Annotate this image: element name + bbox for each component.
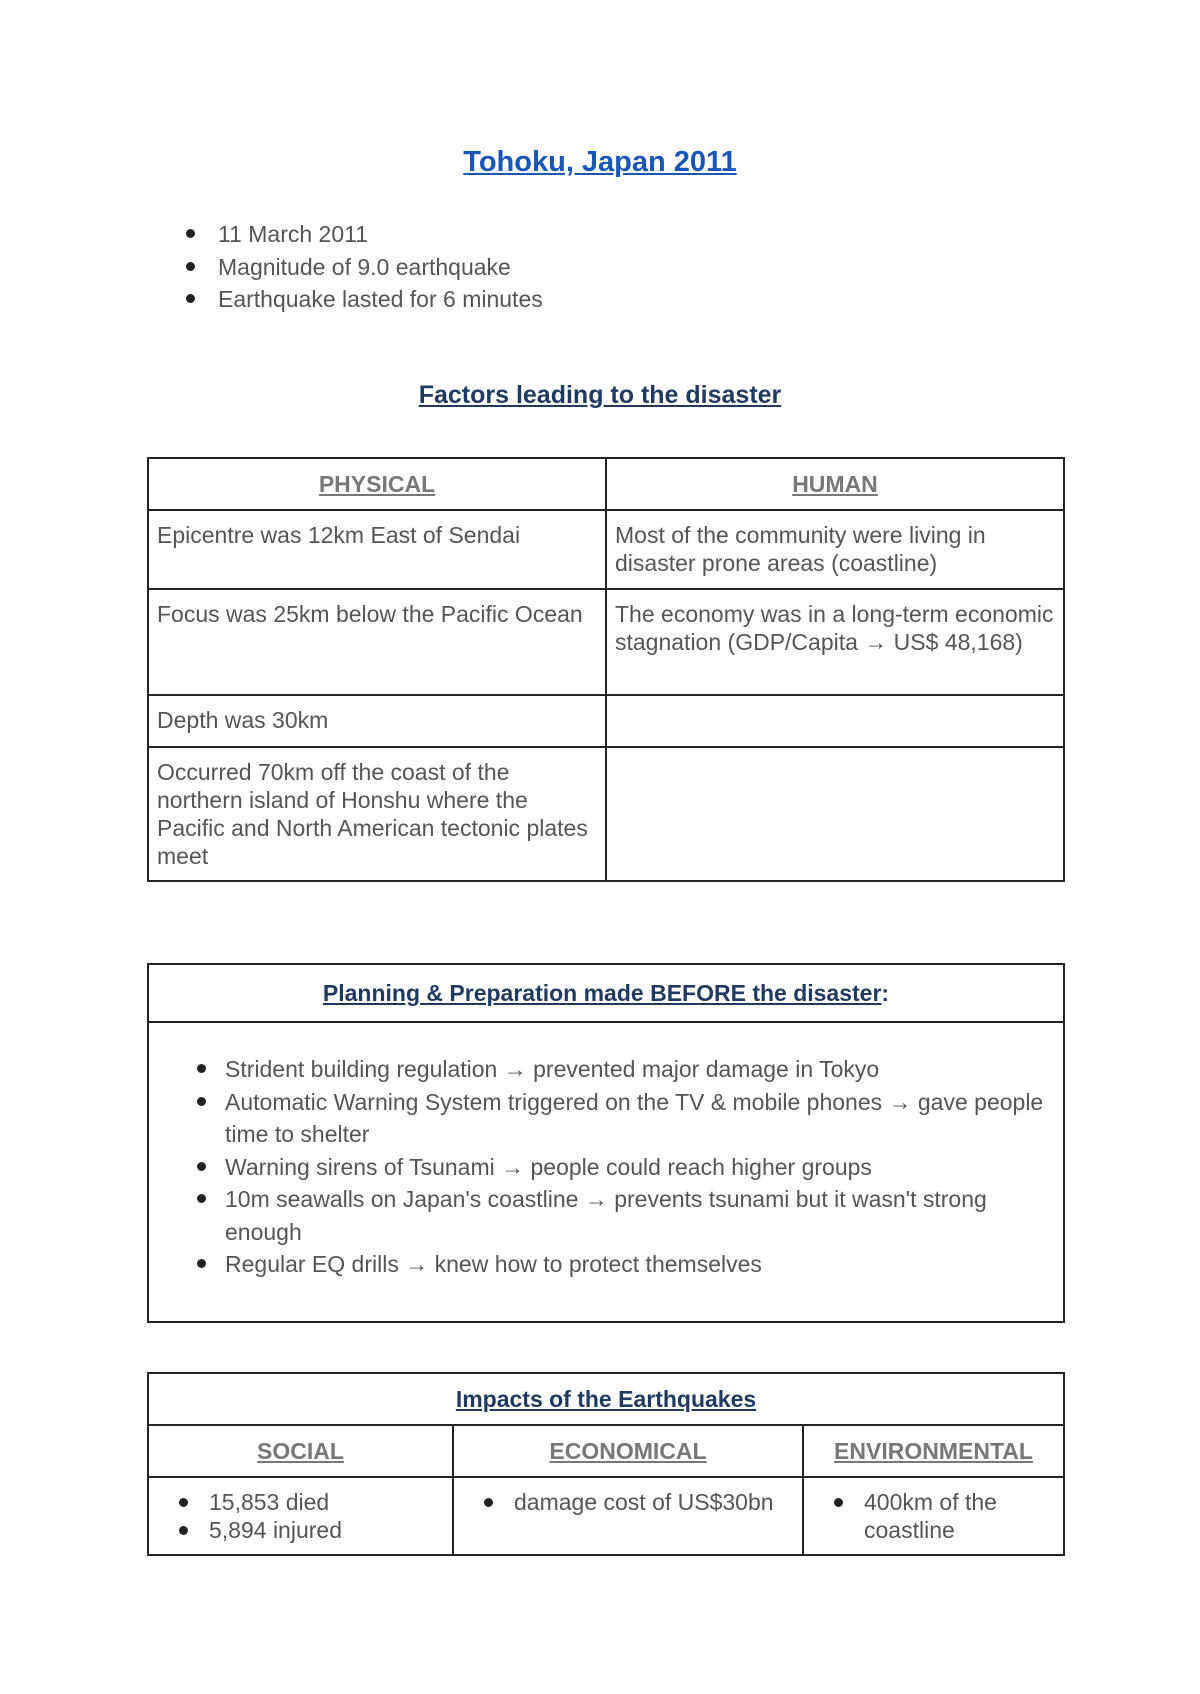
list-item: Warning sirens of Tsunami → people could reach higher groups — [189, 1151, 1045, 1184]
column-header-human: HUMAN — [606, 458, 1064, 510]
economical-cell — [453, 1477, 803, 1555]
page-title[interactable]: Tohoku, Japan 2011 — [463, 146, 737, 178]
planning-box — [147, 963, 1065, 1323]
table-row — [148, 510, 1064, 589]
list-item: 15,853 died — [157, 1488, 444, 1516]
planning-heading-link[interactable]: Planning & Preparation made BEFORE the disaster — [322, 980, 882, 1006]
social-cell — [148, 1477, 453, 1555]
column-header-physical: PHYSICAL — [148, 458, 606, 510]
list-item: 11 March 2011 — [178, 218, 543, 251]
table-cell: Focus was 25km below the Pacific Ocean — [148, 589, 606, 695]
table-row — [148, 589, 1064, 695]
impacts-table — [147, 1372, 1065, 1556]
factors-table — [147, 457, 1065, 882]
table-header-row — [148, 1425, 1064, 1477]
table-cell — [606, 747, 1064, 881]
planning-list — [149, 1053, 1063, 1281]
table-cell: Occurred 70km off the coast of the northern island of Honshu where the Pacific and North American tectonic plates meet — [148, 747, 606, 881]
table-cell — [606, 695, 1064, 747]
table-cell: Epicentre was 12km East of Sendai — [148, 510, 606, 589]
list-item: Automatic Warning System triggered on the TV & mobile phones → gave people time to shelter — [189, 1086, 1045, 1151]
list-item: Earthquake lasted for 6 minutes — [178, 283, 543, 316]
economical-list — [462, 1488, 794, 1516]
factors-heading[interactable]: Factors leading to the disaster — [418, 381, 782, 409]
list-item: Strident building regulation → prevented major damage in Tokyo — [189, 1053, 1045, 1086]
table-cell: Most of the community were living in disaster prone areas (coastline) — [606, 510, 1064, 589]
table-row — [148, 1477, 1064, 1555]
list-item: Magnitude of 9.0 earthquake — [178, 251, 543, 284]
table-header-row — [148, 458, 1064, 510]
environmental-list — [812, 1488, 1055, 1544]
column-header-social: SOCIAL — [148, 1425, 453, 1477]
social-list — [157, 1488, 444, 1544]
intro-bullet-list — [178, 218, 543, 316]
list-item: damage cost of US$30bn — [462, 1488, 794, 1516]
list-item: Regular EQ drills → knew how to protect themselves — [189, 1248, 1045, 1281]
list-item: 10m seawalls on Japan's coastline → prevents tsunami but it wasn't strong enough — [189, 1183, 1045, 1248]
table-cell: Depth was 30km — [148, 695, 606, 747]
table-row — [148, 695, 1064, 747]
column-header-economical: ECONOMICAL — [453, 1425, 803, 1477]
planning-heading-colon: : — [881, 980, 890, 1006]
planning-heading — [149, 965, 1063, 1023]
list-item: 400km of the coastline — [812, 1488, 1055, 1544]
environmental-cell — [803, 1477, 1064, 1555]
column-header-environmental: ENVIRONMENTAL — [803, 1425, 1064, 1477]
table-cell: The economy was in a long-term economic stagnation (GDP/Capita → US$ 48,168) — [606, 589, 1064, 695]
table-row — [148, 747, 1064, 881]
impacts-caption-row — [148, 1373, 1064, 1425]
list-item: 5,894 injured — [157, 1516, 444, 1544]
impacts-heading[interactable]: Impacts of the Earthquakes — [148, 1373, 1064, 1425]
